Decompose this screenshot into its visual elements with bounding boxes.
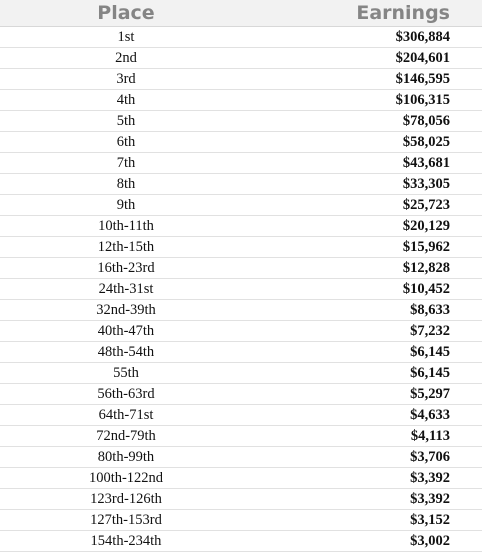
place-cell: 40th-47th [97, 323, 155, 339]
table-row [0, 90, 482, 111]
place-cell: 1st [117, 29, 135, 45]
earnings-cell: $25,723 [402, 197, 450, 213]
earnings-cell: $15,962 [402, 239, 450, 255]
place-cell: 10th-11th [98, 218, 154, 234]
place-cell: 123rd-126th [90, 491, 162, 507]
earnings-cell: $3,706 [410, 449, 450, 465]
table-row [0, 300, 482, 321]
table-row [0, 111, 482, 132]
earnings-cell: $10,452 [402, 281, 450, 297]
earnings-cell: $3,392 [410, 491, 450, 507]
place-cell: 24th-31st [98, 281, 154, 297]
earnings-cell: $3,002 [410, 533, 450, 549]
place-cell: 64th-71st [98, 407, 154, 423]
earnings-cell: $78,056 [402, 113, 450, 129]
earnings-cell: $6,145 [410, 344, 450, 360]
earnings-cell: $12,828 [402, 260, 450, 276]
column-header-place: Place [97, 2, 155, 24]
earnings-cell: $43,681 [402, 155, 450, 171]
table-row [0, 132, 482, 153]
earnings-cell: $204,601 [395, 50, 450, 66]
table-row [0, 321, 482, 342]
table-row [0, 216, 482, 237]
table-row [0, 384, 482, 405]
table-row [0, 405, 482, 426]
place-cell: 3rd [116, 71, 136, 87]
earnings-cell: $20,129 [402, 218, 450, 234]
earnings-cell: $7,232 [410, 323, 450, 339]
table-row [0, 174, 482, 195]
place-cell: 16th-23rd [97, 260, 155, 276]
place-cell: 6th [116, 134, 136, 150]
earnings-cell: $146,595 [395, 71, 450, 87]
table-row [0, 258, 482, 279]
place-cell: 56th-63rd [97, 386, 155, 402]
table-row [0, 69, 482, 90]
table-row [0, 531, 482, 552]
column-header-earnings: Earnings [356, 2, 450, 24]
table-row [0, 489, 482, 510]
table-body [0, 27, 482, 552]
place-cell: 5th [116, 113, 136, 129]
place-cell: 12th-15th [97, 239, 155, 255]
earnings-cell: $3,152 [410, 512, 450, 528]
earnings-cell: $3,392 [410, 470, 450, 486]
table-row [0, 363, 482, 384]
place-cell: 2nd [115, 50, 137, 66]
earnings-cell: $106,315 [395, 92, 450, 108]
place-cell: 72nd-79th [96, 428, 156, 444]
table-row [0, 27, 482, 48]
place-cell: 100th-122nd [88, 470, 164, 486]
table-row [0, 279, 482, 300]
place-cell: 7th [116, 155, 136, 171]
earnings-cell: $4,113 [410, 428, 450, 444]
earnings-cell: $33,305 [402, 176, 450, 192]
earnings-cell: $4,633 [410, 407, 450, 423]
table-row [0, 153, 482, 174]
table-header [0, 0, 482, 27]
place-cell: 48th-54th [97, 344, 155, 360]
earnings-cell: $6,145 [410, 365, 450, 381]
table-row [0, 468, 482, 489]
table-row [0, 48, 482, 69]
place-cell: 4th [116, 92, 136, 108]
earnings-cell: $58,025 [402, 134, 450, 150]
table-row [0, 342, 482, 363]
table-row [0, 447, 482, 468]
table-row [0, 510, 482, 531]
table-row [0, 426, 482, 447]
place-cell: 154th-234th [90, 533, 162, 549]
place-cell: 55th [113, 365, 139, 381]
earnings-cell: $8,633 [410, 302, 450, 318]
earnings-cell: $306,884 [395, 29, 450, 45]
earnings-cell: $5,297 [410, 386, 450, 402]
place-cell: 32nd-39th [96, 302, 156, 318]
table-row [0, 195, 482, 216]
table-row [0, 237, 482, 258]
place-cell: 8th [116, 176, 136, 192]
place-cell: 127th-153rd [90, 512, 162, 528]
place-cell: 9th [116, 197, 136, 213]
place-cell: 80th-99th [97, 449, 155, 465]
